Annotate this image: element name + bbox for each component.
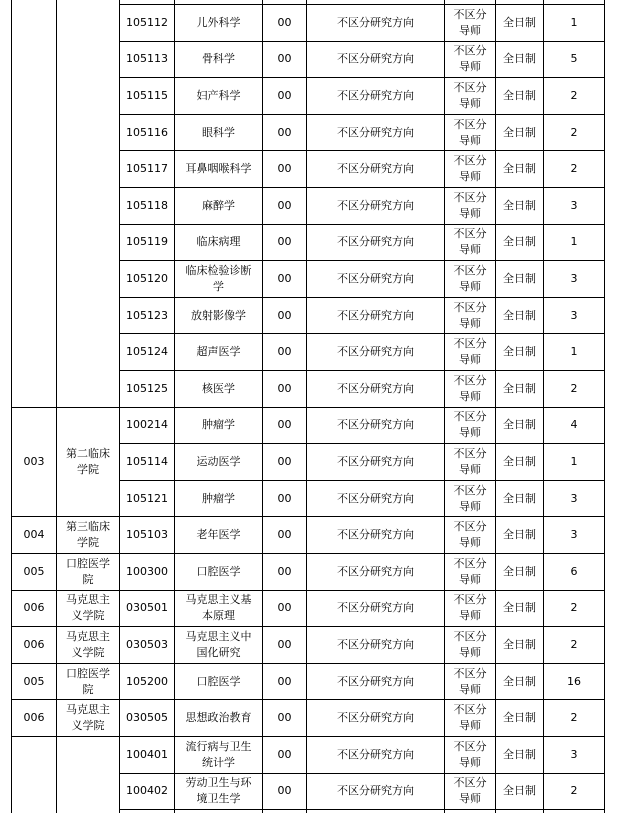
enrollment-count-cell: 2 — [570, 162, 578, 176]
study-mode-cell: 全日制 — [503, 235, 536, 249]
enrollment-count-cell: 3 — [570, 198, 578, 212]
exam-code-cell: 00 — [277, 198, 292, 212]
study-mode-cell: 全日制 — [503, 381, 536, 395]
major-code-cell: 105114 — [126, 454, 168, 468]
major-code-cell: 105200 — [126, 674, 168, 688]
enrollment-count-cell: 2 — [570, 711, 578, 725]
study-mode-cell: 全日制 — [503, 88, 536, 102]
major-name-cell: 口腔医学 — [196, 674, 241, 688]
enrollment-count-cell: 2 — [570, 88, 578, 102]
exam-code-cell: 00 — [277, 528, 292, 542]
study-mode-cell: 全日制 — [503, 271, 536, 285]
major-code-cell: 105113 — [126, 52, 168, 66]
supervisor-cell: 不区分 导师 — [453, 373, 487, 403]
major-code-cell: 105115 — [126, 88, 168, 102]
exam-code-cell: 00 — [277, 162, 292, 176]
major-code-cell: 105118 — [126, 198, 168, 212]
research-direction-cell: 不区分研究方向 — [337, 162, 414, 176]
major-name-cell: 马克思主义基 本原理 — [185, 593, 252, 623]
supervisor-cell: 不区分 导师 — [453, 7, 487, 37]
supervisor-cell: 不区分 导师 — [453, 190, 487, 220]
supervisor-cell: 不区分 导师 — [453, 80, 487, 110]
study-mode-cell: 全日制 — [503, 711, 536, 725]
research-direction-cell: 不区分研究方向 — [337, 52, 414, 66]
major-code-cell: 105103 — [126, 528, 168, 542]
department-code-cell: 005 — [23, 564, 45, 578]
department-name-cell: 马克思主 义学院 — [66, 703, 110, 733]
department-code-cell: 003 — [23, 454, 45, 468]
research-direction-cell: 不区分研究方向 — [337, 88, 414, 102]
study-mode-cell: 全日制 — [503, 747, 536, 761]
supervisor-cell: 不区分 导师 — [453, 556, 487, 586]
supervisor-cell: 不区分 导师 — [453, 300, 487, 330]
major-name-cell: 流行病与卫生 统计学 — [185, 739, 252, 769]
enrollment-count-cell: 3 — [570, 747, 578, 761]
exam-code-cell: 00 — [277, 601, 292, 615]
department-name-cell: 第二临床 学院 — [66, 446, 110, 476]
exam-code-cell: 00 — [277, 381, 292, 395]
research-direction-cell: 不区分研究方向 — [337, 381, 414, 395]
research-direction-cell: 不区分研究方向 — [337, 308, 414, 322]
major-name-cell: 口腔医学 — [196, 564, 241, 578]
major-name-cell: 马克思主义中 国化研究 — [185, 629, 252, 659]
supervisor-cell: 不区分 导师 — [453, 44, 487, 74]
study-mode-cell: 全日制 — [503, 198, 536, 212]
major-code-cell: 100402 — [126, 784, 168, 798]
major-name-cell: 麻醉学 — [202, 198, 235, 212]
study-mode-cell: 全日制 — [503, 601, 536, 615]
enrollment-count-cell: 2 — [570, 784, 578, 798]
major-name-cell: 妇产科学 — [196, 88, 241, 102]
exam-code-cell: 00 — [277, 235, 292, 249]
major-name-cell: 老年医学 — [196, 528, 241, 542]
department-name-cell: 口腔医学 院 — [66, 666, 110, 696]
research-direction-cell: 不区分研究方向 — [337, 418, 414, 432]
major-code-cell: 030503 — [126, 637, 168, 651]
major-name-cell: 思想政治教育 — [185, 711, 252, 725]
study-mode-cell: 全日制 — [503, 162, 536, 176]
major-code-cell: 100401 — [126, 747, 168, 761]
study-mode-cell: 全日制 — [503, 454, 536, 468]
department-name-cell: 口腔医学 院 — [66, 556, 110, 586]
major-code-cell: 105117 — [126, 162, 168, 176]
study-mode-cell: 全日制 — [503, 308, 536, 322]
major-code-cell: 105121 — [126, 491, 168, 505]
exam-code-cell: 00 — [277, 345, 292, 359]
department-code-cell — [12, 5, 56, 407]
research-direction-cell: 不区分研究方向 — [337, 271, 414, 285]
major-name-cell: 肿瘤学 — [202, 418, 235, 432]
research-direction-cell: 不区分研究方向 — [337, 564, 414, 578]
department-name-cell: 马克思主 义学院 — [66, 593, 110, 623]
enrollment-count-cell: 3 — [570, 528, 578, 542]
enrollment-count-cell: 2 — [570, 381, 578, 395]
study-mode-cell: 全日制 — [503, 784, 536, 798]
major-code-cell: 100214 — [126, 418, 168, 432]
enrollment-count-cell: 1 — [570, 235, 578, 249]
department-code-cell: 006 — [23, 601, 45, 615]
major-name-cell: 肿瘤学 — [202, 491, 235, 505]
major-name-cell: 骨科学 — [202, 52, 235, 66]
research-direction-cell: 不区分研究方向 — [337, 235, 414, 249]
research-direction-cell: 不区分研究方向 — [337, 345, 414, 359]
supervisor-cell: 不区分 导师 — [453, 154, 487, 184]
research-direction-cell: 不区分研究方向 — [337, 198, 414, 212]
research-direction-cell: 不区分研究方向 — [337, 528, 414, 542]
major-name-cell: 临床检验诊断 学 — [185, 263, 252, 293]
major-name-cell: 耳鼻咽喉科学 — [185, 162, 252, 176]
supervisor-cell: 不区分 导师 — [453, 117, 487, 147]
enrollment-count-cell: 5 — [570, 52, 578, 66]
major-code-cell: 105112 — [126, 15, 168, 29]
major-code-cell: 105120 — [126, 271, 168, 285]
supervisor-cell: 不区分 导师 — [453, 593, 487, 623]
major-code-cell: 105116 — [126, 125, 168, 139]
major-code-cell: 100300 — [126, 564, 168, 578]
exam-code-cell: 00 — [277, 454, 292, 468]
major-code-cell: 105119 — [126, 235, 168, 249]
exam-code-cell: 00 — [277, 52, 292, 66]
study-mode-cell: 全日制 — [503, 15, 536, 29]
enrollment-count-cell: 6 — [570, 564, 578, 578]
exam-code-cell: 00 — [277, 491, 292, 505]
major-name-cell: 运动医学 — [196, 454, 241, 468]
major-code-cell: 105125 — [126, 381, 168, 395]
department-code-cell — [12, 737, 56, 809]
supervisor-cell: 不区分 导师 — [453, 410, 487, 440]
research-direction-cell: 不区分研究方向 — [337, 784, 414, 798]
supervisor-cell: 不区分 导师 — [453, 337, 487, 367]
major-name-cell: 放射影像学 — [191, 308, 246, 322]
department-code-cell: 006 — [23, 637, 45, 651]
research-direction-cell: 不区分研究方向 — [337, 491, 414, 505]
exam-code-cell: 00 — [277, 564, 292, 578]
department-name-cell — [57, 5, 119, 407]
enrollment-count-cell: 3 — [570, 271, 578, 285]
department-name-cell: 第三临床 学院 — [66, 520, 110, 550]
exam-code-cell: 00 — [277, 271, 292, 285]
department-code-cell: 005 — [23, 674, 45, 688]
study-mode-cell: 全日制 — [503, 491, 536, 505]
study-mode-cell: 全日制 — [503, 564, 536, 578]
supervisor-cell: 不区分 导师 — [453, 520, 487, 550]
research-direction-cell: 不区分研究方向 — [337, 454, 414, 468]
enrollment-count-cell: 2 — [570, 601, 578, 615]
study-mode-cell: 全日制 — [503, 528, 536, 542]
research-direction-cell: 不区分研究方向 — [337, 15, 414, 29]
supervisor-cell: 不区分 导师 — [453, 483, 487, 513]
study-mode-cell: 全日制 — [503, 345, 536, 359]
exam-code-cell: 00 — [277, 418, 292, 432]
enrollment-count-cell: 3 — [570, 491, 578, 505]
research-direction-cell: 不区分研究方向 — [337, 711, 414, 725]
research-direction-cell: 不区分研究方向 — [337, 637, 414, 651]
exam-code-cell: 00 — [277, 125, 292, 139]
major-name-cell: 眼科学 — [202, 125, 235, 139]
exam-code-cell: 00 — [277, 674, 292, 688]
exam-code-cell: 00 — [277, 15, 292, 29]
department-name-cell: 马克思主 义学院 — [66, 629, 110, 659]
major-code-cell: 030501 — [126, 601, 168, 615]
major-code-cell: 030505 — [126, 711, 168, 725]
research-direction-cell: 不区分研究方向 — [337, 747, 414, 761]
major-name-cell: 儿外科学 — [196, 15, 241, 29]
department-code-cell: 004 — [23, 528, 45, 542]
enrollment-count-cell: 1 — [570, 454, 578, 468]
enrollment-count-cell: 1 — [570, 345, 578, 359]
major-name-cell: 劳动卫生与环 境卫生学 — [185, 776, 252, 806]
study-mode-cell: 全日制 — [503, 52, 536, 66]
major-name-cell: 临床病理 — [196, 235, 241, 249]
study-mode-cell: 全日制 — [503, 418, 536, 432]
enrollment-count-cell: 16 — [567, 674, 581, 688]
department-name-cell — [57, 737, 119, 809]
exam-code-cell: 00 — [277, 711, 292, 725]
research-direction-cell: 不区分研究方向 — [337, 601, 414, 615]
study-mode-cell: 全日制 — [503, 637, 536, 651]
research-direction-cell: 不区分研究方向 — [337, 674, 414, 688]
enrollment-count-cell: 2 — [570, 125, 578, 139]
study-mode-cell: 全日制 — [503, 674, 536, 688]
enrollment-count-cell: 3 — [570, 308, 578, 322]
exam-code-cell: 00 — [277, 308, 292, 322]
supervisor-cell: 不区分 导师 — [453, 263, 487, 293]
supervisor-cell: 不区分 导师 — [453, 776, 487, 806]
major-name-cell: 核医学 — [202, 381, 235, 395]
exam-code-cell: 00 — [277, 747, 292, 761]
supervisor-cell: 不区分 导师 — [453, 666, 487, 696]
study-mode-cell: 全日制 — [503, 125, 536, 139]
major-name-cell: 超声医学 — [196, 345, 241, 359]
major-code-cell: 105124 — [126, 345, 168, 359]
supervisor-cell: 不区分 导师 — [453, 703, 487, 733]
supervisor-cell: 不区分 导师 — [453, 739, 487, 769]
enrollment-count-cell: 4 — [570, 418, 578, 432]
enrollment-count-cell: 1 — [570, 15, 578, 29]
supervisor-cell: 不区分 导师 — [453, 446, 487, 476]
exam-code-cell: 00 — [277, 784, 292, 798]
department-code-cell: 006 — [23, 711, 45, 725]
research-direction-cell: 不区分研究方向 — [337, 125, 414, 139]
supervisor-cell: 不区分 导师 — [453, 227, 487, 257]
exam-code-cell: 00 — [277, 637, 292, 651]
enrollment-count-cell: 2 — [570, 637, 578, 651]
major-code-cell: 105123 — [126, 308, 168, 322]
supervisor-cell: 不区分 导师 — [453, 629, 487, 659]
exam-code-cell: 00 — [277, 88, 292, 102]
